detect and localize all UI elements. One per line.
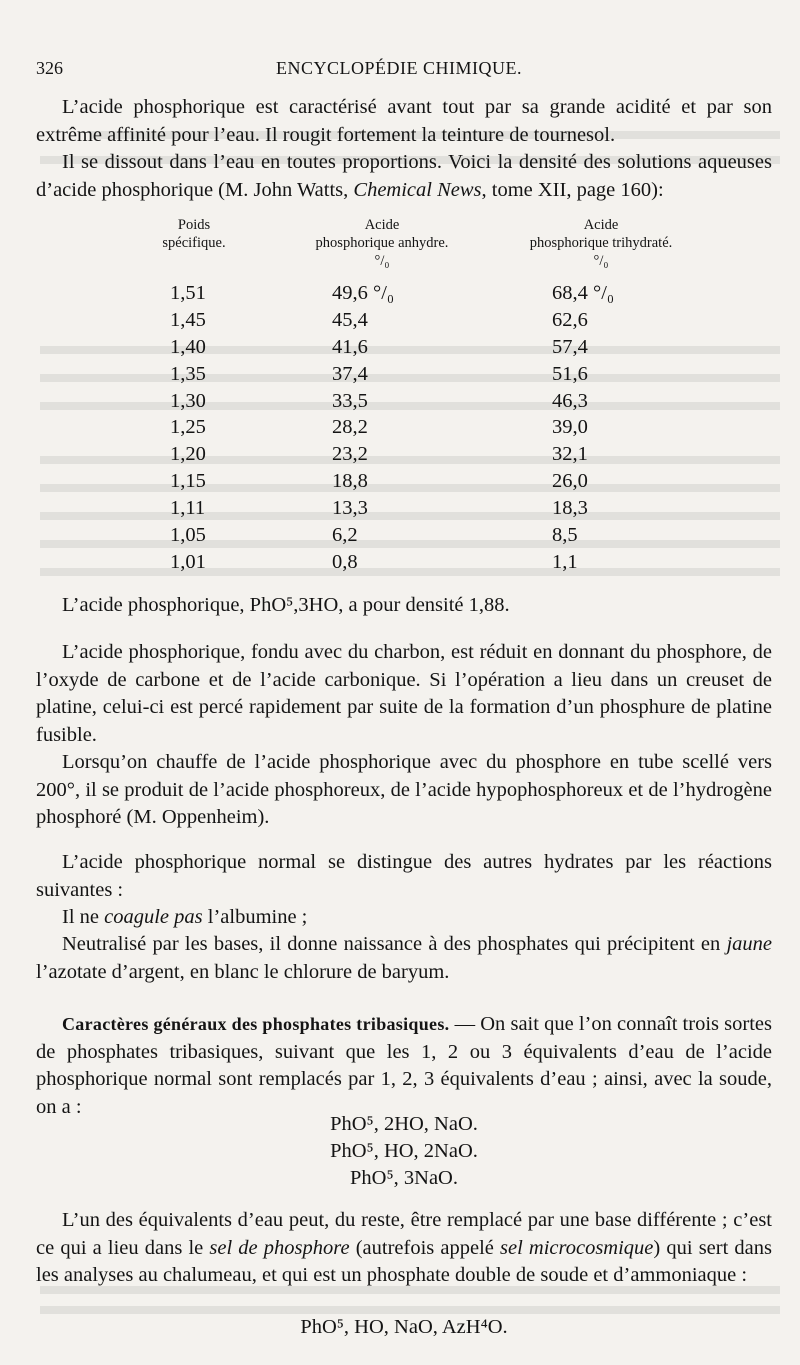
formula-double-phosphate: PhO⁵, HO, NaO, AzH⁴O. bbox=[300, 1316, 508, 1338]
header-line: Acide bbox=[364, 217, 400, 233]
text: Il ne bbox=[62, 906, 105, 928]
text: L’un des équivalents d’eau peut, du reste, être remplacé par une base différente ; c’est ce qui a lieu dans le bbox=[36, 1209, 772, 1259]
density-table-body bbox=[36, 282, 772, 578]
reaction-silver-nitrate bbox=[36, 931, 772, 986]
text: l’azotate d’argent, en blanc le chlorure de baryum. bbox=[36, 960, 450, 983]
solubility-text: Il se dissout dans l’eau en toutes proportions. Voici la densité des solutions aqueuses d’acide phosphorique (M. John Watts, Chemical News, tome XII, page 160): bbox=[36, 151, 772, 201]
table-cell: 1,20 bbox=[170, 443, 206, 466]
text: Neutralisé par les bases, il donne naissance à des phosphates qui précipitent en bbox=[62, 933, 727, 955]
section-text: — On sait que l’on connaît trois sortes de phosphates tribasiques, suivant que les 1, 2 ou 3 équivalents d’eau de l’acide phosphorique normal sont remplacés par 1, 2, 3 équivalents d’eau ; ainsi, avec la soude, on a : bbox=[36, 1013, 772, 1118]
table-cell: 57,4 bbox=[552, 335, 588, 358]
table-cell: 6,2 bbox=[332, 524, 358, 547]
table-cell: 49,6 °/₀ bbox=[332, 282, 395, 304]
paragraph-heating: Lorsqu’on chauffe de l’acide phosphorique avec du phosphore en tube scellé vers 200°, il se produit de l’acide phosphoreux, de l’acide hypophosphoreux et de l’hydrogène phosphoré (M. Oppenheim). bbox=[36, 751, 772, 828]
paragraph-microcosmic-salt bbox=[36, 1207, 772, 1290]
table-cell: 8,5 bbox=[552, 524, 578, 547]
table-row bbox=[36, 443, 772, 470]
table-cell: 1,51 bbox=[170, 282, 206, 304]
table-cell: 39,0 bbox=[552, 416, 588, 439]
paragraph-acidity: L’acide phosphorique est caractérisé avant tout par sa grande acidité et par son extrême affinité pour l’eau. Il rougit fortement la teinture de tournesol. bbox=[36, 96, 772, 146]
table-cell: 1,25 bbox=[170, 416, 206, 439]
table-row bbox=[36, 416, 772, 443]
page-number: 326 bbox=[36, 58, 63, 78]
table-cell: 1,11 bbox=[170, 497, 206, 520]
paragraph-reactions: L’acide phosphorique normal se distingue des autres hydrates par les réactions suivantes : bbox=[36, 851, 772, 901]
table-cell: 26,0 bbox=[552, 470, 588, 493]
section-heading: Caractères généraux des phosphates tribasiques. bbox=[62, 1014, 450, 1034]
table-cell: 68,4 °/₀ bbox=[552, 282, 615, 304]
table-cell: 1,45 bbox=[170, 308, 206, 331]
table-cell: 1,35 bbox=[170, 362, 206, 385]
emphasis: jaune bbox=[726, 933, 772, 955]
column-header-trihydrate bbox=[496, 216, 706, 270]
header-line: phosphorique trihydraté. bbox=[529, 235, 673, 251]
density-statement: L’acide phosphorique, PhO⁵,3HO, a pour densité 1,88. bbox=[62, 594, 510, 616]
table-cell: 46,3 bbox=[552, 389, 588, 412]
table-row bbox=[36, 282, 772, 309]
section-tribasic-phosphates bbox=[36, 1011, 772, 1121]
table-cell: 1,30 bbox=[170, 389, 206, 412]
table-cell: 28,2 bbox=[332, 416, 368, 439]
table-row bbox=[36, 363, 772, 390]
table-cell: 37,4 bbox=[332, 362, 368, 385]
formula-1: PhO⁵, 2HO, NaO. bbox=[330, 1113, 478, 1135]
table-cell: 1,15 bbox=[170, 470, 206, 493]
table-cell: 23,2 bbox=[332, 443, 368, 466]
table-cell: 45,4 bbox=[332, 308, 368, 331]
header-line: spécifique. bbox=[162, 235, 226, 251]
table-row bbox=[36, 497, 772, 524]
header-unit: °/₀ bbox=[593, 253, 609, 269]
table-cell: 62,6 bbox=[552, 308, 588, 331]
column-header-specific-weight bbox=[124, 216, 264, 252]
table-cell: 32,1 bbox=[552, 443, 588, 466]
paragraph-reduction: L’acide phosphorique, fondu avec du charbon, est réduit en donnant du phosphore, de l’oxyde de carbone et de l’acide carbonique. Si l’opération a lieu dans un creuset de platine, celui-ci est percé rapidement par suite de la formation d’un phosphure de platine fusible. bbox=[36, 641, 772, 746]
header-unit: °/₀ bbox=[374, 253, 390, 269]
column-header-anhydrous bbox=[282, 216, 482, 270]
header-line: Acide bbox=[583, 217, 619, 233]
text: l’albumine ; bbox=[202, 906, 308, 928]
table-row bbox=[36, 524, 772, 551]
table-cell: 51,6 bbox=[552, 362, 588, 385]
header-line: Poids bbox=[177, 217, 211, 233]
running-title: ENCYCLOPÉDIE CHIMIQUE. bbox=[276, 58, 522, 78]
text: (autrefois appelé bbox=[349, 1236, 501, 1259]
emphasis: sel de phosphore bbox=[209, 1236, 350, 1259]
reaction-albumin bbox=[36, 904, 772, 932]
table-cell: 1,05 bbox=[170, 524, 206, 547]
table-cell: 1,40 bbox=[170, 335, 206, 358]
emphasis: sel microcosmique bbox=[500, 1236, 654, 1259]
table-cell: 18,3 bbox=[552, 497, 588, 520]
table-cell: 33,5 bbox=[332, 389, 368, 412]
formula-3: PhO⁵, 3NaO. bbox=[350, 1167, 458, 1189]
text: ) qui sert dans les analyses au chalumeau, et qui est un phosphate double de soude et d’ammoniaque : bbox=[36, 1236, 773, 1286]
table-row bbox=[36, 309, 772, 336]
table-cell: 41,6 bbox=[332, 335, 368, 358]
emphasis: coagule pas bbox=[104, 906, 203, 928]
table-cell: 1,1 bbox=[552, 550, 578, 573]
formula-2: PhO⁵, HO, 2NaO. bbox=[330, 1140, 478, 1162]
running-header bbox=[36, 58, 772, 82]
table-cell: 18,8 bbox=[332, 470, 368, 493]
table-row bbox=[36, 551, 772, 578]
table-row bbox=[36, 336, 772, 363]
table-cell: 13,3 bbox=[332, 497, 368, 520]
table-cell: 0,8 bbox=[332, 550, 358, 573]
table-row bbox=[36, 390, 772, 417]
header-line: phosphorique anhydre. bbox=[315, 235, 449, 251]
table-cell: 1,01 bbox=[170, 550, 206, 573]
table-row bbox=[36, 470, 772, 497]
paragraph-solubility bbox=[36, 149, 772, 204]
